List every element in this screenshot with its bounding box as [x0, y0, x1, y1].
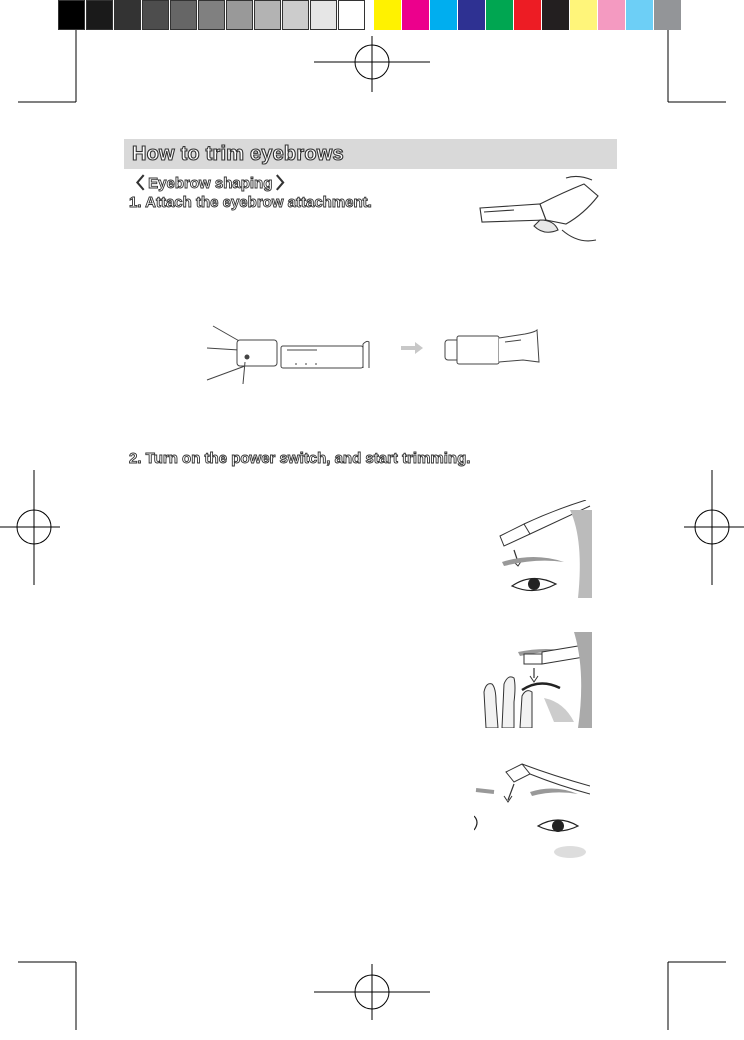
color-swatch-process [514, 0, 541, 30]
printer-color-bar [0, 0, 744, 34]
color-swatch-gray [86, 0, 113, 30]
color-swatch-gray [254, 0, 281, 30]
color-swatch-gray [142, 0, 169, 30]
color-swatch-process [598, 0, 625, 30]
attachment-diagram-illustration [205, 322, 550, 392]
hand-holding-trimmer-illustration [474, 170, 602, 250]
color-swatch-process [626, 0, 653, 30]
color-swatch-gray [226, 0, 253, 30]
color-swatch-gray [338, 0, 365, 30]
color-swatch-process [402, 0, 429, 30]
trimming-step-b-illustration [474, 632, 592, 728]
color-swatch-process [486, 0, 513, 30]
arrow-right-icon [401, 342, 423, 354]
color-swatch-gray [58, 0, 85, 30]
step-2-label: 2. Turn on the power switch, and start trimming. [129, 450, 471, 467]
color-swatch-process [458, 0, 485, 30]
color-swatch-gray [282, 0, 309, 30]
step-1-label: 1. Attach the eyebrow attachment. [129, 194, 372, 211]
trimming-step-a-illustration [474, 500, 592, 598]
section-header-bar [124, 139, 617, 169]
color-swatch-gray [198, 0, 225, 30]
section-title: How to trim eyebrows [132, 143, 344, 165]
color-swatch-process [430, 0, 457, 30]
color-swatch-gray [114, 0, 141, 30]
color-swatch-gray [310, 0, 337, 30]
color-swatch-process [570, 0, 597, 30]
subheading: 〈 Eyebrow shaping 〉 [129, 175, 292, 192]
color-swatch-process [542, 0, 569, 30]
color-swatch-process [654, 0, 681, 30]
trimming-step-c-illustration [474, 760, 590, 858]
color-swatch-gray [170, 0, 197, 30]
color-swatch-process [374, 0, 401, 30]
